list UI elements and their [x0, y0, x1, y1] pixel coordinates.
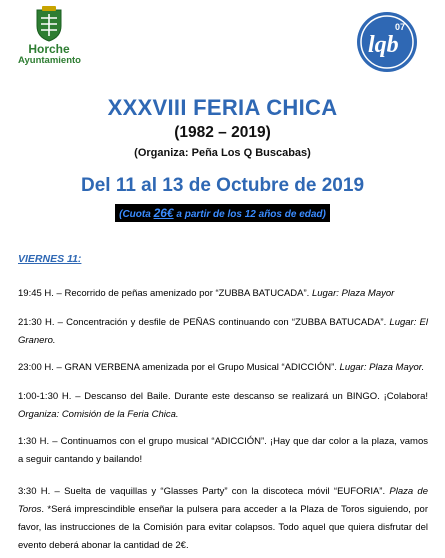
logo-number: 07	[395, 22, 406, 32]
event-text: 3:30 H. – Suelta de vaquillas y “Glasses Party” con la discoteca móvil “EUFORIA”.	[18, 486, 390, 497]
event-place: Plaza de Toros	[18, 486, 428, 515]
event-text: 21:30 H. – Concentración y desfile de PEÑAS continuando con “ZUBBA BATUCADA”.	[18, 317, 390, 328]
event-text: 23:00 H. – GRAN VERBENA amenizada por el Grupo Musical “ADICCIÓN”.	[18, 362, 340, 373]
quota-banner	[0, 204, 445, 222]
quota-prefix: (Cuota	[119, 209, 154, 220]
event-title: XXXVIII FERIA CHICA	[107, 95, 338, 120]
crest-icon	[34, 6, 64, 42]
day-heading: VIERNES 11:	[18, 253, 82, 265]
event-item	[18, 314, 428, 350]
event-years: (1982 – 2019)	[174, 124, 271, 141]
quota-suffix: a partir de los 12 años de edad)	[173, 209, 326, 220]
event-text: 1:00-1:30 H. – Descanso del Baile. Durante este descanso se realizará un BINGO. ¡Colabora!	[18, 391, 428, 402]
horche-logo	[18, 6, 80, 66]
event-organizer: (Organiza: Peña Los Q Buscabas)	[134, 147, 311, 159]
event-place: Organiza: Comisión de la Feria Chica.	[18, 409, 179, 420]
event-place: Lugar: El Granero.	[18, 317, 428, 346]
event-place: Lugar: Plaza Mayor.	[339, 362, 425, 373]
event-place: Lugar: Plaza Mayor	[311, 288, 395, 299]
logo-letters: lqb	[368, 32, 399, 58]
event-dates: Del 11 al 13 de Octubre de 2019	[80, 175, 365, 196]
logo-town-name: Horche	[28, 42, 70, 56]
quota-text	[115, 204, 330, 222]
logo-subtitle: Ayuntamiento	[18, 55, 81, 66]
event-item	[18, 359, 428, 377]
event-item	[18, 285, 428, 303]
event-item	[18, 388, 428, 424]
event-item	[18, 483, 428, 555]
event-text: 1:30 H. – Continuamos con el grupo musical “ADICCIÓN”. ¡Hay que dar color a la plaza, vamos a seguir cantando y bailando!	[18, 436, 428, 465]
pena-logo-icon	[355, 10, 419, 74]
quota-price: 26€	[153, 206, 174, 220]
event-text: 19:45 H. – Recorrido de peñas amenizado por “ZUBBA BATUCADA”.	[18, 288, 312, 299]
event-note: . *Será imprescindible enseñar la pulsera para acceder a la Plaza de Toros siguiendo, por favor, las instrucciones de la Comisión para evitar colapsos. Todo aquel que quiera disfrutar del evento deberá abonar la cantidad de 2€.	[18, 504, 428, 551]
event-item	[18, 433, 428, 469]
